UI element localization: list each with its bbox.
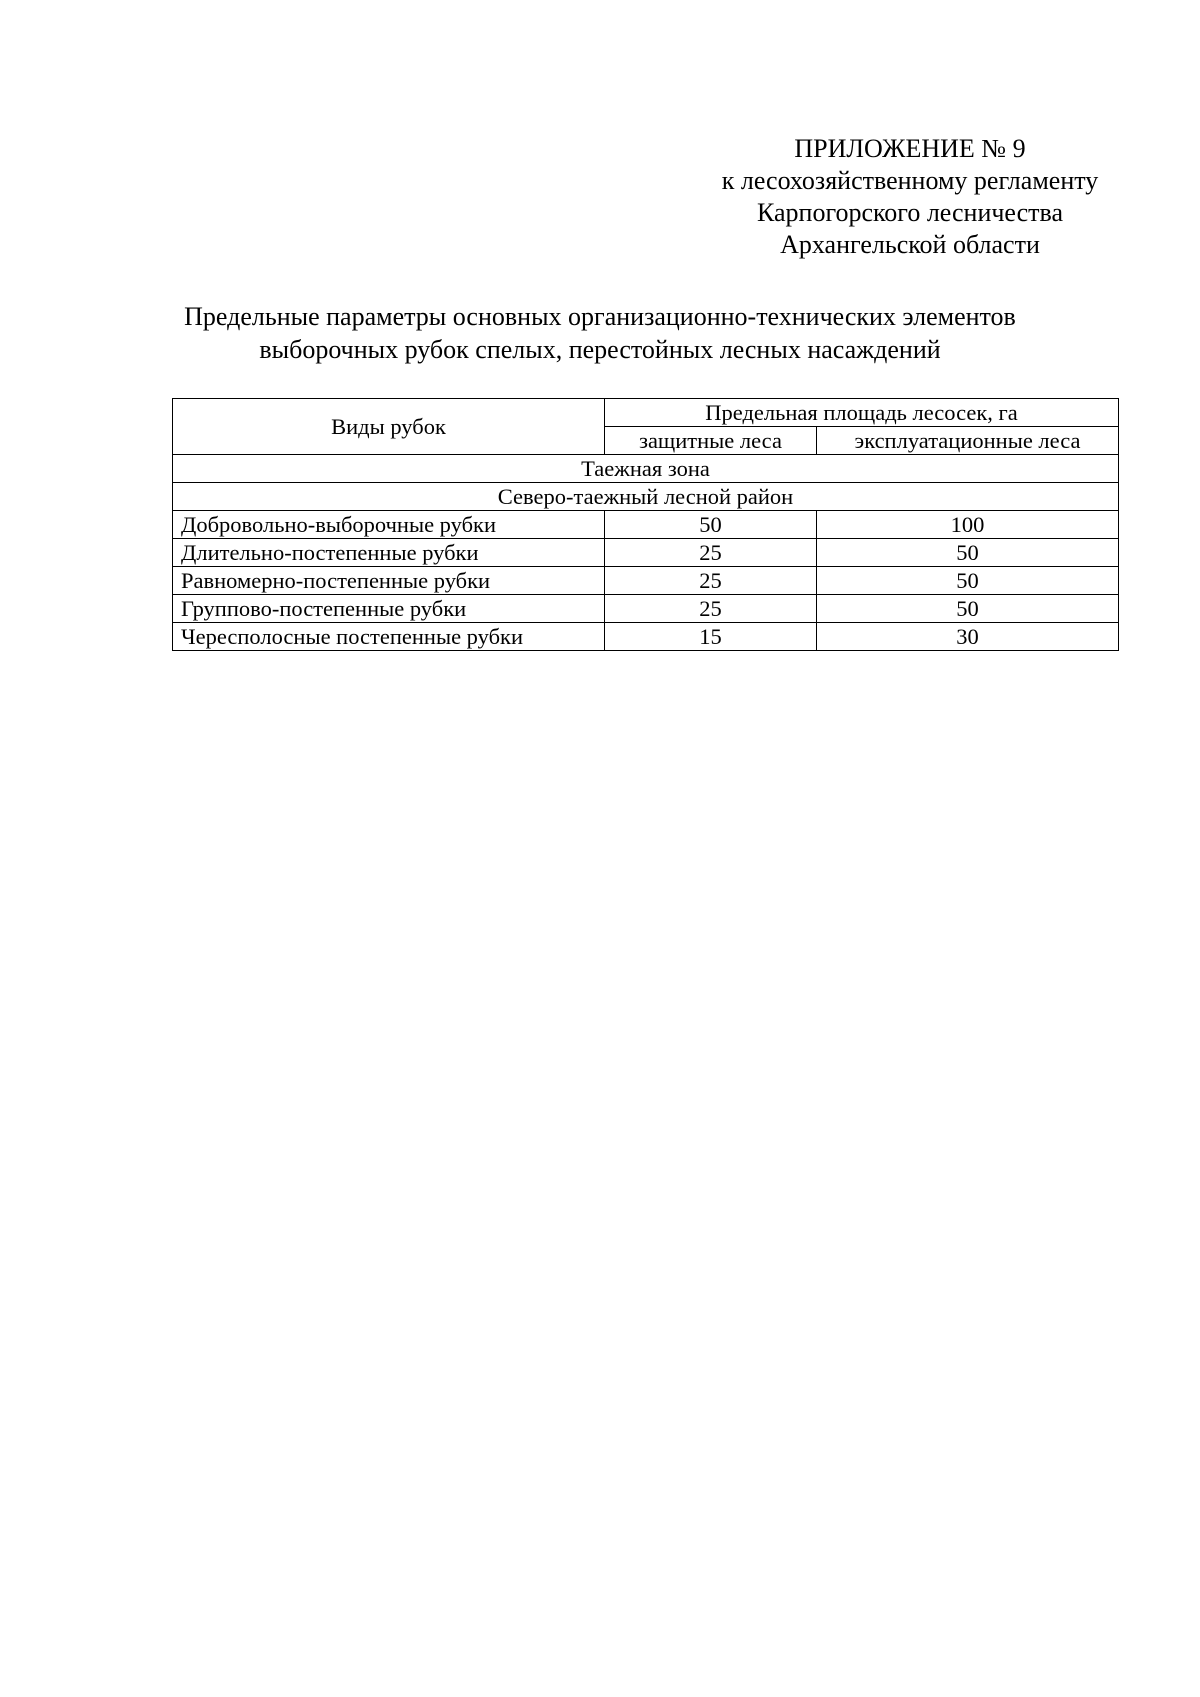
row-cutting-name: Длительно-постепенные рубки bbox=[173, 539, 605, 567]
row-exploitation-value: 50 bbox=[817, 595, 1119, 623]
district-row bbox=[173, 483, 1119, 511]
annex-region: Архангельской области bbox=[780, 230, 1040, 259]
row-protective-value: 25 bbox=[605, 595, 817, 623]
table-header-row bbox=[173, 399, 1119, 427]
header-cutting-types: Виды рубок bbox=[173, 399, 605, 455]
row-exploitation-value: 30 bbox=[817, 623, 1119, 651]
document-title-line-2: выборочных рубок спелых, перестойных лесных насаждений bbox=[259, 335, 941, 364]
header-protective-forests: защитные леса bbox=[605, 427, 817, 455]
document-title-line-1: Предельные параметры основных организационно-технических элементов bbox=[184, 302, 1016, 331]
row-protective-value: 15 bbox=[605, 623, 817, 651]
row-cutting-name: Группово-постепенные рубки bbox=[173, 595, 605, 623]
row-cutting-name: Добровольно-выборочные рубки bbox=[173, 511, 605, 539]
row-protective-value: 25 bbox=[605, 567, 817, 595]
row-exploitation-value: 50 bbox=[817, 567, 1119, 595]
cutting-limits-table bbox=[172, 398, 1119, 651]
header-area-limit: Предельная площадь лесосек, га bbox=[605, 399, 1119, 427]
annex-forestry: Карпогорского лесничества bbox=[756, 198, 1063, 227]
document-title bbox=[140, 300, 1060, 366]
table-row bbox=[173, 511, 1119, 539]
row-cutting-name: Равномерно-постепенные рубки bbox=[173, 567, 605, 595]
header-exploitation-forests: эксплуатационные леса bbox=[817, 427, 1119, 455]
annex-reference: к лесохозяйственному регламенту bbox=[721, 166, 1099, 195]
zone-row bbox=[173, 455, 1119, 483]
row-protective-value: 50 bbox=[605, 511, 817, 539]
table-row bbox=[173, 539, 1119, 567]
annex-number: ПРИЛОЖЕНИЕ № 9 bbox=[794, 134, 1026, 163]
row-cutting-name: Чересполосные постепенные рубки bbox=[173, 623, 605, 651]
table-row bbox=[173, 595, 1119, 623]
row-exploitation-value: 100 bbox=[817, 511, 1119, 539]
annex-header bbox=[690, 133, 1130, 261]
row-exploitation-value: 50 bbox=[817, 539, 1119, 567]
table-row bbox=[173, 567, 1119, 595]
zone-label: Таежная зона bbox=[173, 455, 1119, 483]
table-row bbox=[173, 623, 1119, 651]
district-label: Северо-таежный лесной район bbox=[173, 483, 1119, 511]
row-protective-value: 25 bbox=[605, 539, 817, 567]
